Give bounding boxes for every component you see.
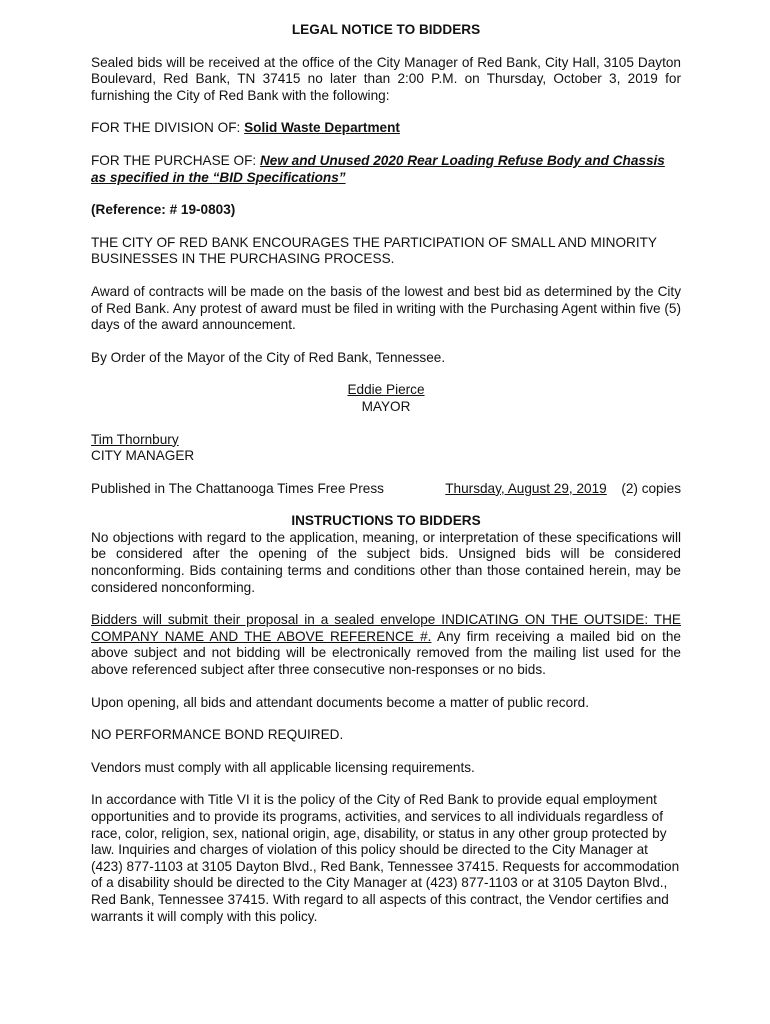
instructions-paragraph-1: No objections with regard to the application, meaning, or interpretation of these specifications will be considered after the opening of the subject bids. Unsigned bids will be considered nonconforming. Bids containing terms and conditions other than those contained herein, may be considered nonconforming. <box>91 529 681 595</box>
document-page <box>91 22 681 925</box>
published-copies: (2) copies <box>621 480 681 496</box>
reference-line: (Reference: # 19-0803) <box>91 202 236 218</box>
mailing-list-note: Any firm receiving a mailed bid on the above subject and not bidding will be electronically removed from the mailing list used for the above referenced subject after three consecutive non-responses or no bids. <box>91 628 681 678</box>
sealed-envelope-instruction: Bidders will submit their proposal in a sealed envelope INDICATING ON THE OUTSIDE: THE COMPANY NAME AND THE ABOVE REFERENCE #. <box>91 612 681 644</box>
published-in: Published in The Chattanooga Times Free Press <box>91 480 384 496</box>
division-line <box>91 120 681 137</box>
title-vi-paragraph: In accordance with Title VI it is the policy of the City of Red Bank to provide equal employment opportunities and to provide its programs, activities, and services to all individuals regardless of race, color, religion, sex, national origin, age, disability, or status in any other group protected by law. Inquiries and charges of violation of this policy should be directed to the City Manager at (423) 877-1103 at 3105 Dayton Blvd., Red Bank, Tennessee 37415. Requests for accommodation of a disability should be directed to the City Manager at (423) 877-1103 or at 3105 Dayton Blvd., Red Bank, Tennessee 37415. With regard to all aspects of this contract, the Vendor certifies and warrants it will comply with this policy. <box>91 792 680 924</box>
intro-paragraph: Sealed bids will be received at the office of the City Manager of Red Bank, City Hall, 3105 Dayton Boulevard, Red Bank, TN 37415 no later than 2:00 P.M. on Thursday, October 3, 2019 for furnishing the City of Red Bank with the following: <box>91 54 681 103</box>
mayor-title: MAYOR <box>361 398 411 414</box>
published-date: Thursday, August 29, 2019 <box>445 480 607 496</box>
licensing-line: Vendors must comply with all applicable licensing requirements. <box>91 759 475 775</box>
purchase-value: New and Unused 2020 Rear Loading Refuse Body and Chassis as specified in the “BID Specifications” <box>91 152 665 185</box>
instructions-title: INSTRUCTIONS TO BIDDERS <box>291 513 481 529</box>
encourage-paragraph: THE CITY OF RED BANK ENCOURAGES THE PARTICIPATION OF SMALL AND MINORITY BUSINESSES IN THE PURCHASING PROCESS. <box>91 234 657 267</box>
instructions-paragraph-2 <box>91 612 681 678</box>
legal-notice-title: LEGAL NOTICE TO BIDDERS <box>291 22 481 37</box>
manager-title: CITY MANAGER <box>91 448 195 464</box>
award-paragraph: Award of contracts will be made on the basis of the lowest and best bid as determined by the City of Red Bank. Any protest of award must be filed in writing with the Purchasing Agent within five (5) days of the award announcement. <box>91 283 681 333</box>
performance-bond-line: NO PERFORMANCE BOND REQUIRED. <box>91 727 344 743</box>
publication-line <box>91 481 681 498</box>
division-value: Solid Waste Department <box>244 120 400 136</box>
order-line: By Order of the Mayor of the City of Red Bank, Tennessee. <box>91 349 446 365</box>
public-record-line: Upon opening, all bids and attendant documents become a matter of public record. <box>91 694 589 710</box>
purchase-line <box>91 153 681 186</box>
manager-name: Tim Thornbury <box>91 431 179 447</box>
division-label: FOR THE DIVISION OF: <box>91 120 245 136</box>
mayor-name: Eddie Pierce <box>347 382 425 398</box>
purchase-label: FOR THE PURCHASE OF: <box>91 152 260 168</box>
